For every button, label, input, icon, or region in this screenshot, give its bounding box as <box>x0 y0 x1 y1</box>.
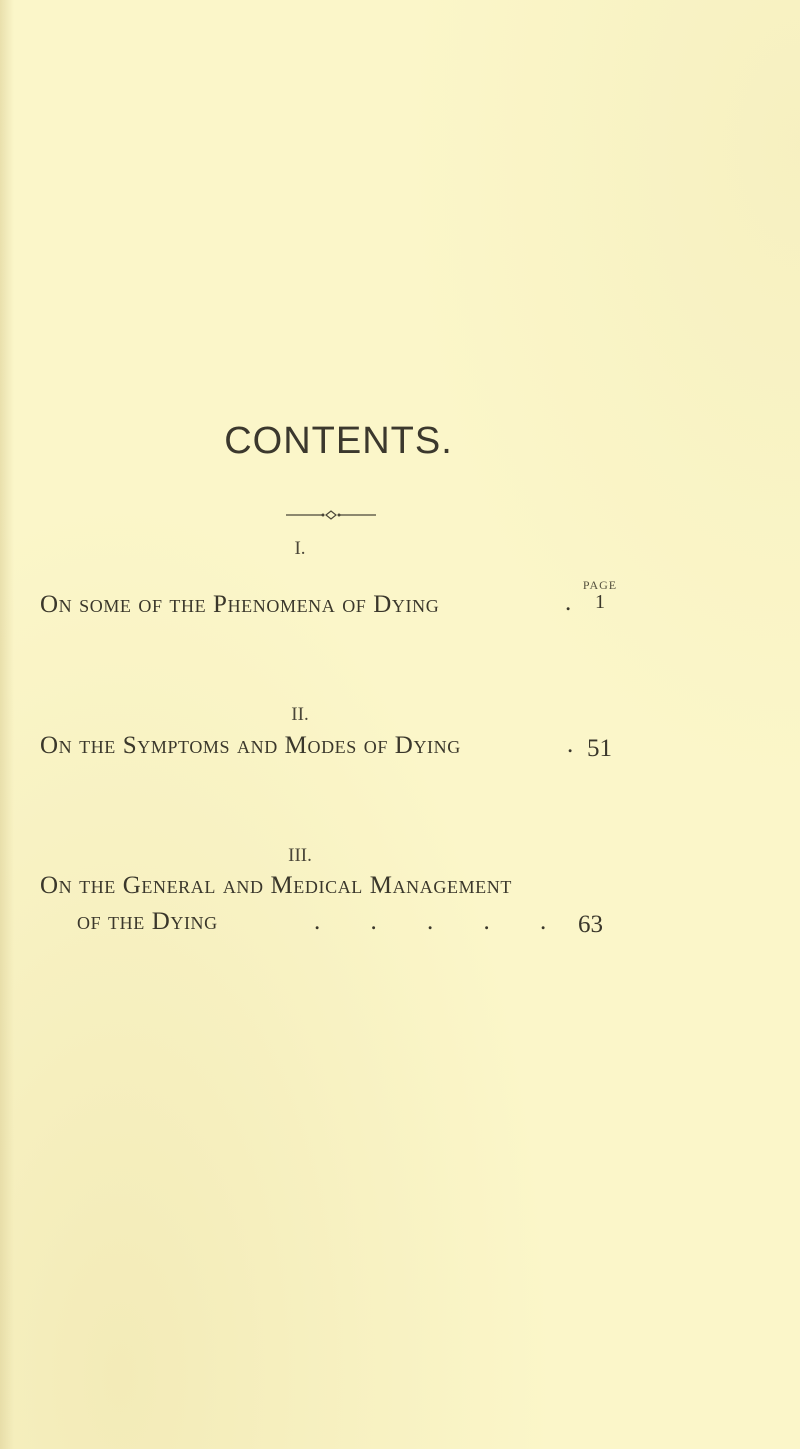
section-numeral-1: I. <box>294 538 306 559</box>
section-page-2: 51 <box>587 735 612 762</box>
section-page-1: 1 <box>595 591 605 613</box>
leader-dot-2: . <box>567 731 574 758</box>
section-title-1: On some of the Phenomena of Dying <box>40 591 440 618</box>
leader-dot-1: . <box>565 589 572 616</box>
section-leader-3: . . . . . <box>314 908 569 935</box>
ornament-divider <box>286 510 376 520</box>
page-column-label: PAGE <box>582 578 618 592</box>
contents-heading: CONTENTS. <box>224 420 453 462</box>
section-title-3-line1: On the General and Medical Management <box>40 872 512 899</box>
section-page-3: 63 <box>578 911 603 938</box>
section-title-3-line2: of the Dying <box>77 908 218 935</box>
section-numeral-3: III. <box>288 845 312 866</box>
section-title-2: On the Symptoms and Modes of Dying <box>40 732 461 759</box>
section-numeral-2: II. <box>291 704 309 725</box>
